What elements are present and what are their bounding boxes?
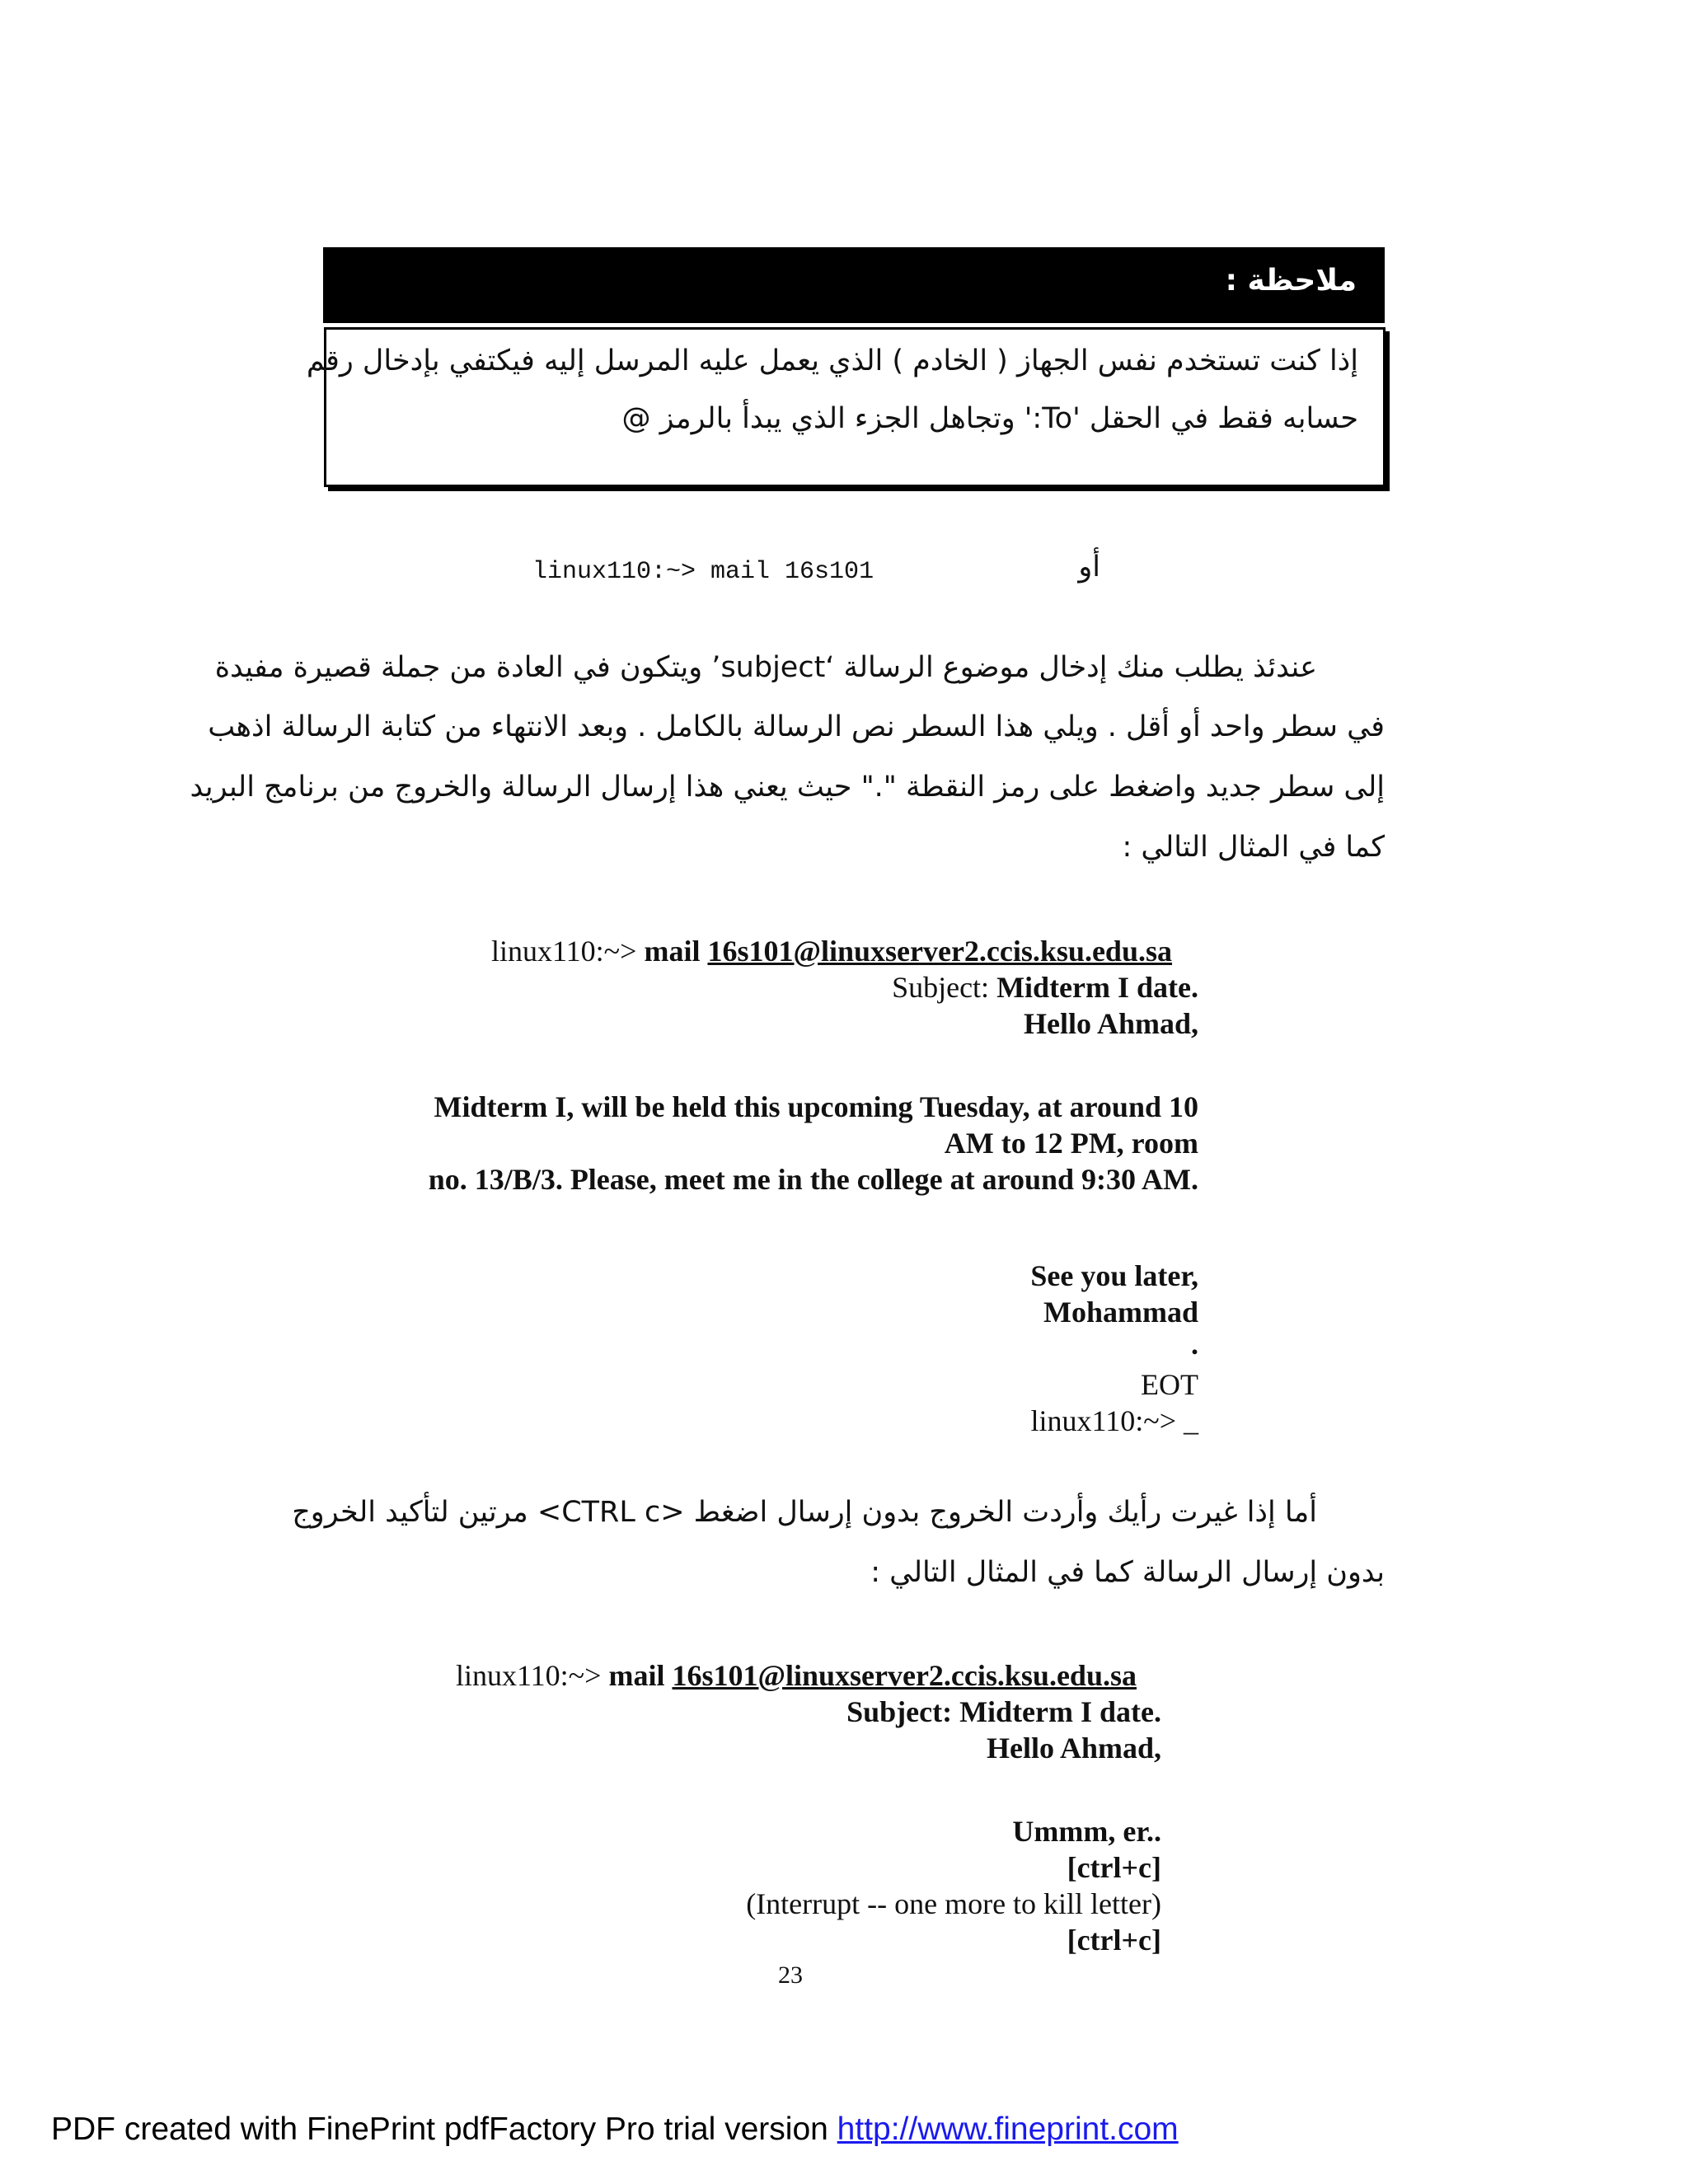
note-line-2: حسابه فقط في الحقل 'To:' وتجاهل الجزء الذي يبدأ بالرمز @ [621, 402, 1358, 435]
example1-signature: Mohammad [1043, 1296, 1198, 1329]
example1-closing: See you later, [1030, 1259, 1198, 1292]
example1-subject-label: Subject: [892, 971, 997, 1004]
footer-text: PDF created with FinePrint pdfFactory Pro trial version [51, 2111, 837, 2147]
example1-body1: Midterm I, will be held this upcoming Tuesday, at around 10 [434, 1090, 1198, 1123]
or-label: أو [1078, 551, 1100, 583]
or-command: linux110:~> mail 16s101 [532, 558, 874, 586]
example1-final-prompt: linux110:~> _ [1030, 1404, 1198, 1437]
paragraph2-line2: بدون إرسال الرسالة كما في المثال التالي : [870, 1556, 1385, 1589]
paragraph1-line1: عندئذ يطلب منك إدخال موضوع الرسالة ‘subject’ ويتكون في العادة من جملة قصيرة مفيدة [214, 651, 1317, 684]
example1-eot: EOT [1141, 1368, 1198, 1401]
example2-interrupt: (Interrupt -- one more to kill letter) [746, 1887, 1161, 1920]
example2-subject: Subject: Midterm I date. [846, 1695, 1161, 1728]
footer-link[interactable]: http://www.fineprint.com [837, 2111, 1179, 2147]
example2-greeting: Hello Ahmad, [986, 1732, 1161, 1765]
note-title: ملاحظة : [1225, 264, 1357, 298]
example2-ummm: Ummm, er.. [1012, 1815, 1161, 1848]
paragraph1-line3: إلى سطر جديد واضغط على رمز النقطة "." حيث يعني هذا إرسال الرسالة والخروج من برنامج البريد [190, 771, 1385, 804]
example1-dot: . [1191, 1328, 1198, 1361]
example2-command [456, 1658, 1137, 1693]
example1-mail: mail [644, 935, 708, 968]
example1-command [491, 934, 1172, 968]
note-box [306, 327, 1386, 487]
example1-subject [892, 970, 1198, 1005]
example1-body2: AM to 12 PM, room [944, 1127, 1198, 1160]
example1-subject-value: Midterm I date. [996, 971, 1198, 1004]
paragraph2-line1: أما إذا غيرت رأيك وأردت الخروج بدون إرسال اضغط <CTRL c> مرتين لتأكيد الخروج [292, 1496, 1317, 1529]
example2-prompt: linux110:~> [456, 1659, 609, 1692]
note-header [323, 247, 1385, 323]
paragraph1-line4: كما في المثال التالي : [1122, 831, 1385, 864]
example2-ctrl1: [ctrl+c] [1067, 1851, 1161, 1884]
example1-body3: no. 13/B/3. Please, meet me in the college at around 9:30 AM. [428, 1163, 1198, 1196]
example2-address: 16s101@linuxserver2.ccis.ksu.edu.sa [672, 1659, 1137, 1692]
example2-mail: mail [608, 1659, 673, 1692]
example1-address: 16s101@linuxserver2.ccis.ksu.edu.sa [707, 935, 1172, 968]
note-line-1: إذا كنت تستخدم نفس الجهاز ( الخادم ) الذي يعمل عليه المرسل إليه فيكتفي بإدخال رقم [306, 344, 1358, 377]
page-number: 23 [778, 1961, 803, 1989]
example2-ctrl2: [ctrl+c] [1067, 1924, 1161, 1957]
footer [51, 2111, 1179, 2148]
paragraph1-line2: في سطر واحد أو أقل . ويلي هذا السطر نص الرسالة بالكامل . وبعد الانتهاء من كتابة الرسالة اذهب [208, 710, 1385, 743]
example1-prompt: linux110:~> [491, 935, 645, 968]
example1-greeting: Hello Ahmad, [1023, 1007, 1198, 1040]
